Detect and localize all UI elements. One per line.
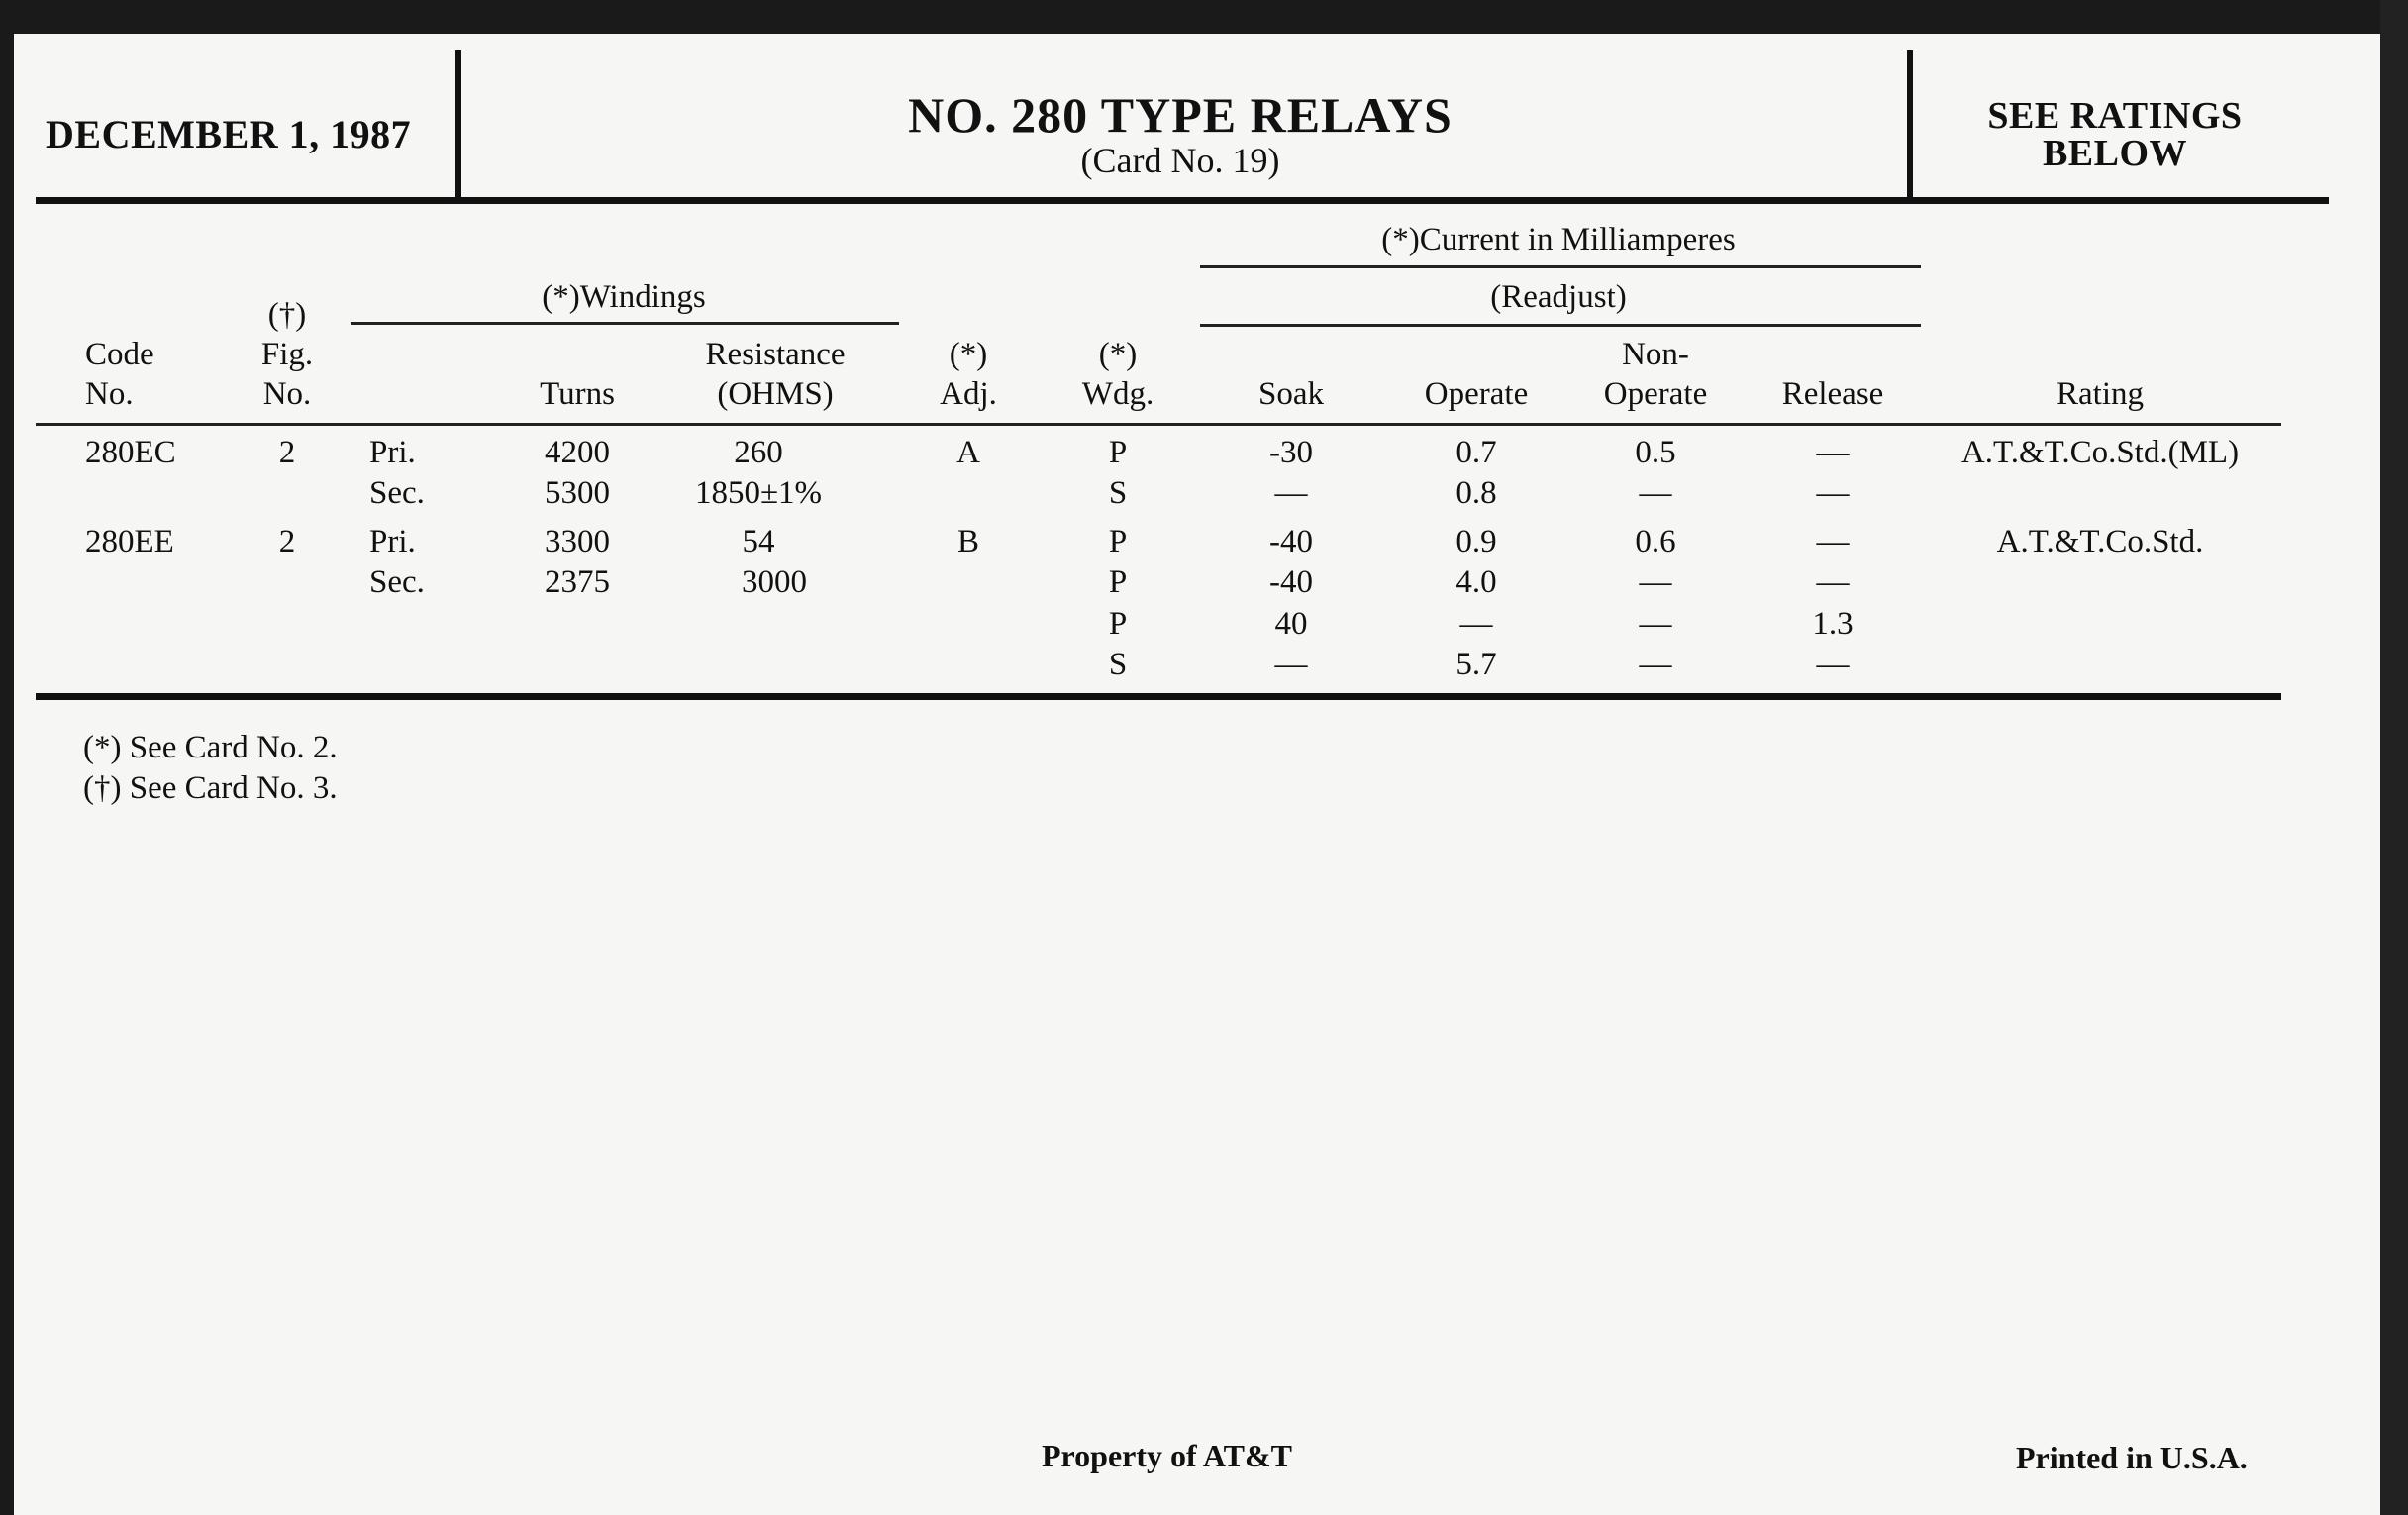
note-asterisk: (*) See Card No. 2. bbox=[83, 730, 338, 765]
cell-release: — bbox=[1816, 524, 1850, 559]
cell-winding: Pri. bbox=[369, 435, 416, 470]
col-release: Release bbox=[1781, 376, 1884, 412]
readjust-group-header: (Readjust) bbox=[1490, 279, 1627, 315]
cell-soak: — bbox=[1274, 475, 1308, 511]
cell-adj: A bbox=[956, 435, 980, 470]
cell-wdg: P bbox=[1108, 435, 1128, 470]
ratings-note-line2: BELOW bbox=[2042, 133, 2188, 174]
cell-soak: -40 bbox=[1269, 524, 1313, 559]
cell-turns: 3300 bbox=[545, 524, 610, 559]
cell-wdg: S bbox=[1108, 647, 1128, 682]
cell-winding: Sec. bbox=[369, 564, 425, 600]
cell-soak: -30 bbox=[1269, 435, 1313, 470]
cell-operate: 4.0 bbox=[1455, 564, 1497, 600]
cell-nonoperate: 0.5 bbox=[1635, 435, 1676, 470]
cell-rating: A.T.&T.Co.Std.(ML) bbox=[1960, 435, 2240, 470]
cell-soak: — bbox=[1274, 647, 1308, 682]
cell-wdg: S bbox=[1108, 475, 1128, 511]
col-operate: Operate bbox=[1424, 376, 1529, 412]
cell-adj: B bbox=[956, 524, 980, 559]
cell-operate: 5.7 bbox=[1455, 647, 1497, 682]
cell-nonoperate: — bbox=[1639, 475, 1672, 511]
header-rule bbox=[36, 197, 2329, 204]
col-fig-line1: Fig. bbox=[260, 337, 314, 372]
cell-resistance: 3000 bbox=[742, 564, 807, 600]
cell-nonoperate: — bbox=[1639, 647, 1672, 682]
col-code-line2: No. bbox=[85, 376, 134, 412]
scan-edge bbox=[2380, 0, 2408, 1515]
cell-turns: 2375 bbox=[545, 564, 610, 600]
cell-rating: A.T.&T.Co.Std. bbox=[1996, 524, 2204, 559]
col-nonoperate-line2: Operate bbox=[1603, 376, 1708, 412]
col-rating: Rating bbox=[2057, 376, 2144, 412]
col-wdg-line1: (*) bbox=[1098, 337, 1138, 372]
cell-fig: 2 bbox=[278, 435, 296, 470]
title-block bbox=[451, 89, 1910, 180]
cell-fig: 2 bbox=[278, 524, 296, 559]
cell-operate: — bbox=[1459, 606, 1493, 642]
cell-operate: 0.8 bbox=[1455, 475, 1497, 511]
col-code-line1: Code bbox=[85, 337, 154, 372]
table-bottom-rule bbox=[36, 693, 2281, 700]
property-notice: Property of AT&T bbox=[1042, 1438, 1292, 1473]
windings-group-rule bbox=[351, 322, 899, 325]
col-turns: Turns bbox=[540, 376, 615, 412]
cell-soak: -40 bbox=[1269, 564, 1313, 600]
cell-release: — bbox=[1816, 564, 1850, 600]
cell-nonoperate: 0.6 bbox=[1635, 524, 1676, 559]
col-fig-line2: No. bbox=[262, 376, 312, 412]
cell-resistance: 54 bbox=[742, 524, 775, 559]
cell-soak: 40 bbox=[1274, 606, 1308, 642]
header-bottom-rule bbox=[36, 423, 2281, 426]
windings-group-header: (*)Windings bbox=[542, 279, 706, 315]
cell-wdg: P bbox=[1108, 524, 1128, 559]
col-nonoperate-line1: Non- bbox=[1622, 337, 1689, 372]
relay-card bbox=[14, 34, 2380, 1515]
cell-nonoperate: — bbox=[1639, 564, 1672, 600]
readjust-group-rule bbox=[1200, 324, 1921, 327]
col-wdg-line2: Wdg. bbox=[1081, 376, 1154, 412]
cell-wdg: P bbox=[1108, 606, 1128, 642]
col-soak: Soak bbox=[1258, 376, 1324, 412]
page-title: NO. 280 TYPE RELAYS bbox=[908, 87, 1453, 143]
cell-wdg: P bbox=[1108, 564, 1128, 600]
cell-code: 280EE bbox=[85, 524, 174, 559]
cell-release: — bbox=[1816, 647, 1850, 682]
cell-release: — bbox=[1816, 435, 1850, 470]
note-dagger: (†) See Card No. 3. bbox=[83, 770, 338, 806]
cell-winding: Pri. bbox=[369, 524, 416, 559]
cell-release: 1.3 bbox=[1812, 606, 1854, 642]
cell-winding: Sec. bbox=[369, 475, 425, 511]
cell-turns: 4200 bbox=[545, 435, 610, 470]
printed-notice: Printed in U.S.A. bbox=[2016, 1440, 2248, 1475]
ratings-note-line1: SEE RATINGS bbox=[1987, 95, 2243, 137]
cell-turns: 5300 bbox=[545, 475, 610, 511]
cell-nonoperate: — bbox=[1639, 606, 1672, 642]
col-adj-line1: (*) bbox=[949, 337, 988, 372]
ratings-note bbox=[1917, 97, 2313, 172]
cell-operate: 0.9 bbox=[1455, 524, 1497, 559]
card-number: (Card No. 19) bbox=[1080, 140, 1280, 180]
col-resistance-line2: (OHMS) bbox=[717, 376, 834, 412]
cell-release: — bbox=[1816, 475, 1850, 511]
current-group-header: (*)Current in Milliamperes bbox=[1381, 222, 1736, 257]
cell-resistance: 1850±1% bbox=[694, 475, 823, 511]
col-adj-line2: Adj. bbox=[940, 376, 997, 412]
col-resistance-line1: Resistance bbox=[705, 337, 846, 372]
current-group-rule bbox=[1200, 265, 1921, 268]
col-fig-dagger: (†) bbox=[267, 297, 307, 333]
card-date: DECEMBER 1, 1987 bbox=[46, 112, 412, 156]
cell-operate: 0.7 bbox=[1455, 435, 1497, 470]
cell-resistance: 260 bbox=[734, 435, 783, 470]
cell-code: 280EC bbox=[85, 435, 176, 470]
